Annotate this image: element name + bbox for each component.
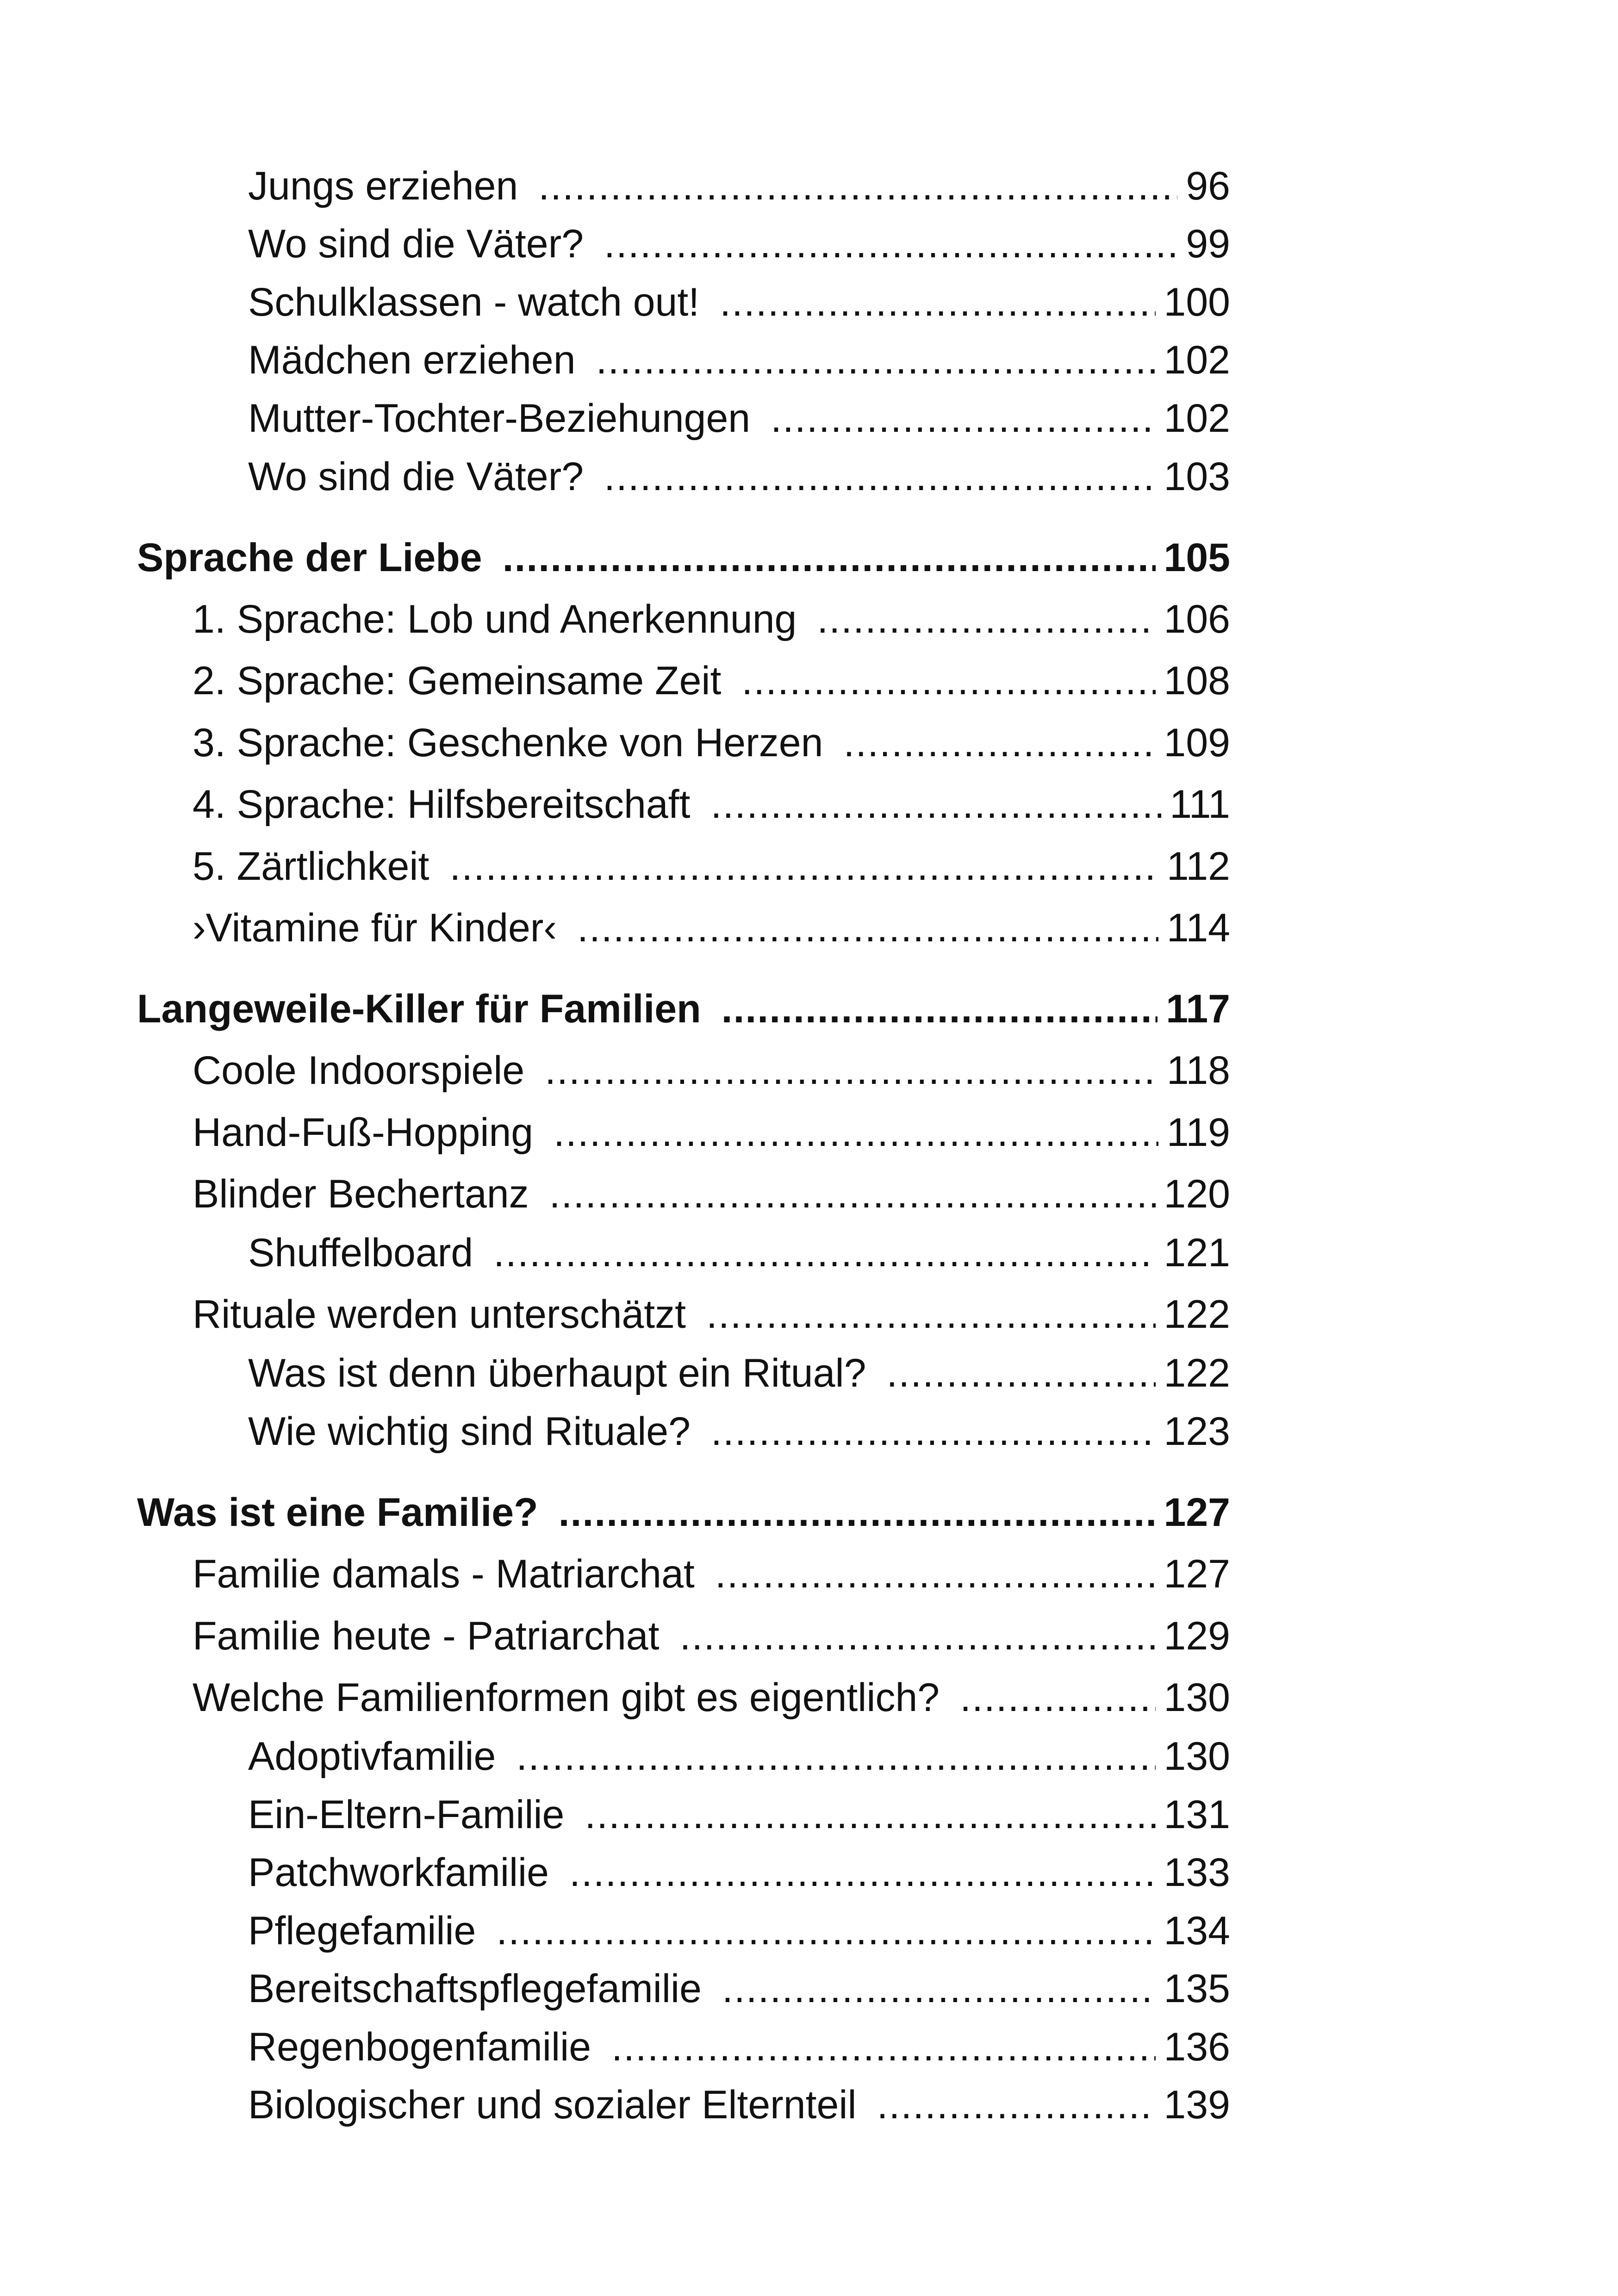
toc-entry-title: 1. Sprache: Lob und Anerkennung	[193, 597, 797, 641]
dot-leader	[538, 163, 1177, 209]
toc-entry-page: 96	[1186, 164, 1230, 208]
toc-entry[interactable]	[193, 1674, 1230, 1721]
toc-entry-page: 135	[1164, 1966, 1230, 2011]
dot-leader	[449, 843, 1158, 890]
toc-entry[interactable]	[193, 720, 1230, 766]
toc-entry[interactable]	[248, 2024, 1230, 2070]
dot-leader	[611, 2024, 1155, 2070]
dot-leader	[715, 1551, 1156, 1597]
toc-entry[interactable]	[248, 395, 1230, 442]
toc-entry-page: 134	[1164, 1909, 1230, 1953]
dot-leader	[496, 1908, 1155, 1954]
toc-entry-page: 130	[1164, 1675, 1230, 1720]
toc-entry-page: 122	[1164, 1351, 1230, 1395]
dot-leader	[554, 1109, 1158, 1156]
toc-entry-page: 131	[1164, 1792, 1230, 1837]
toc-entry-title: Wo sind die Väter?	[248, 222, 584, 266]
toc-entry[interactable]	[193, 905, 1230, 951]
toc-entry-page: 120	[1164, 1172, 1230, 1216]
dot-leader	[960, 1674, 1155, 1721]
toc-entry[interactable]	[193, 1171, 1230, 1217]
toc-entry-page: 121	[1164, 1231, 1230, 1275]
toc-entry-page: 118	[1166, 1048, 1230, 1093]
toc-entry-title: ›Vitamine für Kinder‹	[193, 906, 557, 950]
toc-entry[interactable]	[193, 1291, 1230, 1338]
dot-leader	[720, 279, 1155, 325]
dot-leader	[711, 781, 1162, 828]
toc-entry[interactable]	[193, 596, 1230, 642]
toc-entry-title: Regenbogenfamilie	[248, 2025, 591, 2069]
toc-entry[interactable]	[248, 1350, 1230, 1396]
toc-entry[interactable]	[248, 1792, 1230, 1838]
toc-entry-title: Jungs erziehen	[248, 164, 518, 208]
dot-leader	[545, 1047, 1158, 1094]
toc-entry[interactable]	[248, 2082, 1230, 2128]
toc-chapter-title: Langeweile-Killer für Familien	[137, 987, 701, 1031]
toc-entry-page: 130	[1164, 1734, 1230, 1779]
toc-entry[interactable]	[248, 163, 1230, 209]
toc-entry-title: Coole Indoorspiele	[193, 1048, 525, 1093]
toc-entry-title: Welche Familienformen gibt es eigentlich?	[193, 1675, 940, 1720]
dot-leader	[604, 454, 1155, 500]
toc-chapter-heading[interactable]	[137, 1489, 1230, 1536]
dot-leader	[569, 1849, 1156, 1896]
toc-entry-page: 102	[1164, 396, 1230, 441]
toc-entry-page: 106	[1164, 597, 1230, 641]
toc-entry-title: Pflegefamilie	[248, 1909, 476, 1953]
toc-entry[interactable]	[248, 1849, 1230, 1896]
toc-entry-page: 102	[1164, 338, 1230, 382]
toc-entry-title: 5. Zärtlichkeit	[193, 844, 429, 889]
dot-leader	[877, 2082, 1156, 2128]
dot-leader	[549, 1171, 1156, 1217]
toc-entry-title: 3. Sprache: Geschenke von Herzen	[193, 721, 823, 765]
dot-leader	[722, 986, 1158, 1032]
dot-leader	[817, 596, 1155, 642]
dot-leader	[680, 1613, 1156, 1659]
toc-entry-page: 111	[1170, 782, 1230, 827]
toc-entry-title: Hand-Fuß-Hopping	[193, 1110, 534, 1155]
toc-entry-title: Patchworkfamilie	[248, 1850, 549, 1895]
toc-entry-title: Blinder Bechertanz	[193, 1172, 529, 1216]
toc-entry-title: Familie heute - Patriarchat	[193, 1614, 660, 1658]
toc-entry[interactable]	[248, 454, 1230, 500]
dot-leader	[706, 1291, 1155, 1338]
toc-entry-page: 100	[1164, 280, 1230, 324]
toc-entry[interactable]	[193, 1551, 1230, 1597]
toc-entry-title: Biologischer und sozialer Elternteil	[248, 2083, 857, 2127]
dot-leader	[503, 535, 1156, 581]
toc-entry-title: 2. Sprache: Gemeinsame Zeit	[193, 659, 722, 703]
toc-entry-title: Was ist denn überhaupt ein Ritual?	[248, 1351, 866, 1395]
toc-chapter-heading[interactable]	[137, 535, 1230, 581]
toc-chapter-page: 117	[1166, 987, 1230, 1031]
dot-leader	[722, 1966, 1156, 2012]
toc-entry-page: 123	[1164, 1409, 1230, 1454]
dot-leader	[516, 1733, 1155, 1780]
toc-entry-title: Schulklassen - watch out!	[248, 280, 700, 324]
toc-entry-page: 122	[1164, 1292, 1230, 1337]
toc-entry[interactable]	[193, 781, 1230, 828]
dot-leader	[741, 658, 1155, 704]
toc-entry-title: 4. Sprache: Hilfsbereitschaft	[193, 782, 691, 827]
dot-leader	[604, 221, 1177, 267]
toc-entry[interactable]	[248, 1966, 1230, 2012]
toc-entry[interactable]	[193, 1109, 1230, 1156]
toc-entry-page: 119	[1166, 1110, 1230, 1155]
toc-entry-page: 139	[1164, 2083, 1230, 2127]
toc-entry[interactable]	[193, 1047, 1230, 1094]
toc-entry-title: Familie damals - Matriarchat	[193, 1552, 695, 1596]
toc-entry-page: 112	[1166, 844, 1230, 889]
dot-leader	[577, 905, 1158, 951]
toc-entry-title: Wo sind die Väter?	[248, 454, 584, 499]
toc-chapter-title: Was ist eine Familie?	[137, 1490, 538, 1535]
toc-entry-page: 114	[1166, 906, 1230, 950]
toc-entry[interactable]	[248, 1733, 1230, 1780]
toc-entry-title: Shuffelboard	[248, 1231, 473, 1275]
toc-entry-title: Ein-Eltern-Familie	[248, 1792, 565, 1837]
toc-entry[interactable]	[193, 658, 1230, 704]
toc-chapter-heading[interactable]	[137, 986, 1230, 1032]
dot-leader	[843, 720, 1155, 766]
dot-leader	[596, 337, 1156, 383]
dot-leader	[771, 395, 1155, 442]
toc-chapter-page: 105	[1164, 535, 1230, 580]
toc-entry[interactable]	[193, 1613, 1230, 1659]
toc-entry[interactable]	[248, 279, 1230, 325]
toc-entry-page: 108	[1164, 659, 1230, 703]
dot-leader	[559, 1489, 1156, 1536]
toc-entry[interactable]	[248, 221, 1230, 267]
toc-entry-page: 133	[1164, 1850, 1230, 1895]
toc-entry-page: 129	[1164, 1614, 1230, 1658]
dot-leader	[585, 1792, 1155, 1838]
toc-entry[interactable]	[248, 1230, 1230, 1276]
toc-entry-title: Mutter-Tochter-Beziehungen	[248, 396, 751, 441]
toc-entry[interactable]	[248, 337, 1230, 383]
toc-entry-page: 136	[1164, 2025, 1230, 2069]
toc-entry[interactable]	[248, 1908, 1230, 1954]
toc-entry-title: Mädchen erziehen	[248, 338, 576, 382]
toc-entry-page: 99	[1186, 222, 1230, 266]
toc-chapter-page: 127	[1164, 1490, 1230, 1535]
toc-entry-page: 109	[1164, 721, 1230, 765]
dot-leader	[711, 1408, 1156, 1455]
toc-entry-title: Adoptivfamilie	[248, 1734, 496, 1779]
toc-entry-title: Bereitschaftspflegefamilie	[248, 1966, 702, 2011]
toc-entry-page: 103	[1164, 454, 1230, 499]
dot-leader	[886, 1350, 1155, 1396]
toc-entry[interactable]	[193, 843, 1230, 890]
toc-chapter-title: Sprache der Liebe	[137, 535, 482, 580]
dot-leader	[493, 1230, 1155, 1276]
toc-entry-page: 127	[1164, 1552, 1230, 1596]
toc-entry[interactable]	[248, 1408, 1230, 1455]
toc-entry-title: Rituale werden unterschätzt	[193, 1292, 686, 1337]
toc-entry-title: Wie wichtig sind Rituale?	[248, 1409, 691, 1454]
